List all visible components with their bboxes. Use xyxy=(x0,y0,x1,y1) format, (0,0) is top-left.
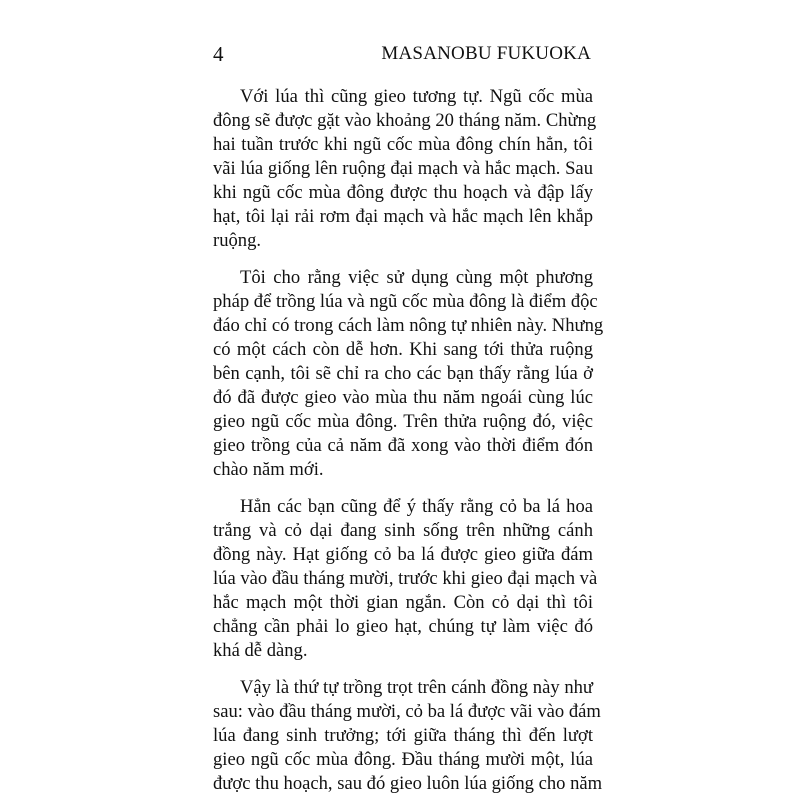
paragraph-line: Hẳn các bạn cũng để ý thấy rằng cỏ ba lá hoa xyxy=(240,496,593,517)
paragraph-line: gieo ngũ cốc mùa đông. Đầu tháng mười một, lúa xyxy=(213,749,593,770)
page-header xyxy=(213,40,591,68)
paragraph-line: hắc mạch một thời gian ngắn. Còn cỏ dại thì tôi xyxy=(213,592,593,613)
paragraph-line: sau: vào đầu tháng mười, cỏ ba lá được vãi vào đám xyxy=(213,701,601,722)
paragraph-line: bên cạnh, tôi sẽ chỉ ra cho các bạn thấy rằng lúa ở xyxy=(213,363,593,384)
paragraph-line: hai tuần trước khi ngũ cốc mùa đông chín hẳn, tôi xyxy=(213,134,593,155)
paragraph-line: pháp để trồng lúa và ngũ cốc mùa đông là điểm độc xyxy=(213,291,598,312)
paragraph-line: lúa đang sinh trưởng; tới giữa tháng thì đến lượt xyxy=(213,725,593,746)
paragraph-line: hạt, tôi lại rải rơm đại mạch và hắc mạch lên khắp xyxy=(213,206,593,227)
paragraph-3 xyxy=(213,495,598,663)
paragraph-line: gieo trồng của cả năm đã xong vào thời điểm đón xyxy=(213,435,593,456)
paragraph-line: ruộng. xyxy=(213,230,262,251)
paragraph-line: lúa vào đầu tháng mười, trước khi gieo đại mạch và xyxy=(213,568,598,589)
paragraph-line: Tôi cho rằng việc sử dụng cùng một phương xyxy=(240,267,593,288)
paragraph-1 xyxy=(213,85,597,253)
paragraph-line: đông sẽ được gặt vào khoảng 20 tháng năm. Chừng xyxy=(213,110,597,131)
paragraph-line: gieo ngũ cốc mùa đông. Trên thửa ruộng đó, việc xyxy=(213,411,593,432)
paragraph-line: Vậy là thứ tự trồng trọt trên cánh đồng này như xyxy=(240,677,593,698)
running-head-author: MASANOBU FUKUOKA xyxy=(381,43,591,64)
paragraph-2 xyxy=(213,266,604,482)
page-number: 4 xyxy=(213,42,224,66)
paragraph-line: Với lúa thì cũng gieo tương tự. Ngũ cốc mùa xyxy=(240,86,593,107)
paragraph-line: khi ngũ cốc mùa đông được thu hoạch và đập lấy xyxy=(213,182,593,203)
paragraph-line: được thu hoạch, sau đó gieo luôn lúa giống cho năm xyxy=(213,773,603,794)
body-text xyxy=(213,85,604,800)
paragraph-line: đáo chỉ có trong cách làm nông tự nhiên này. Nhưng xyxy=(213,315,604,336)
paragraph-line: vãi lúa giống lên ruộng đại mạch và hắc mạch. Sau xyxy=(213,158,593,179)
paragraph-line: trắng và cỏ dại đang sinh sống trên những cánh xyxy=(213,520,593,541)
paragraph-line: chào năm mới. xyxy=(213,459,324,480)
paragraph-line: chẳng cần phải lo gieo hạt, chúng tự làm việc đó xyxy=(213,616,593,637)
paragraph-line: đồng này. Hạt giống cỏ ba lá được gieo giữa đám xyxy=(213,544,593,565)
paragraph-line: đó đã được gieo vào mùa thu năm ngoái cùng lúc xyxy=(213,387,593,408)
paragraph-line: có một cách còn dễ hơn. Khi sang tới thửa ruộng xyxy=(213,339,593,360)
paragraph-4 xyxy=(213,676,603,796)
paragraph-line: khá dễ dàng. xyxy=(213,640,308,661)
